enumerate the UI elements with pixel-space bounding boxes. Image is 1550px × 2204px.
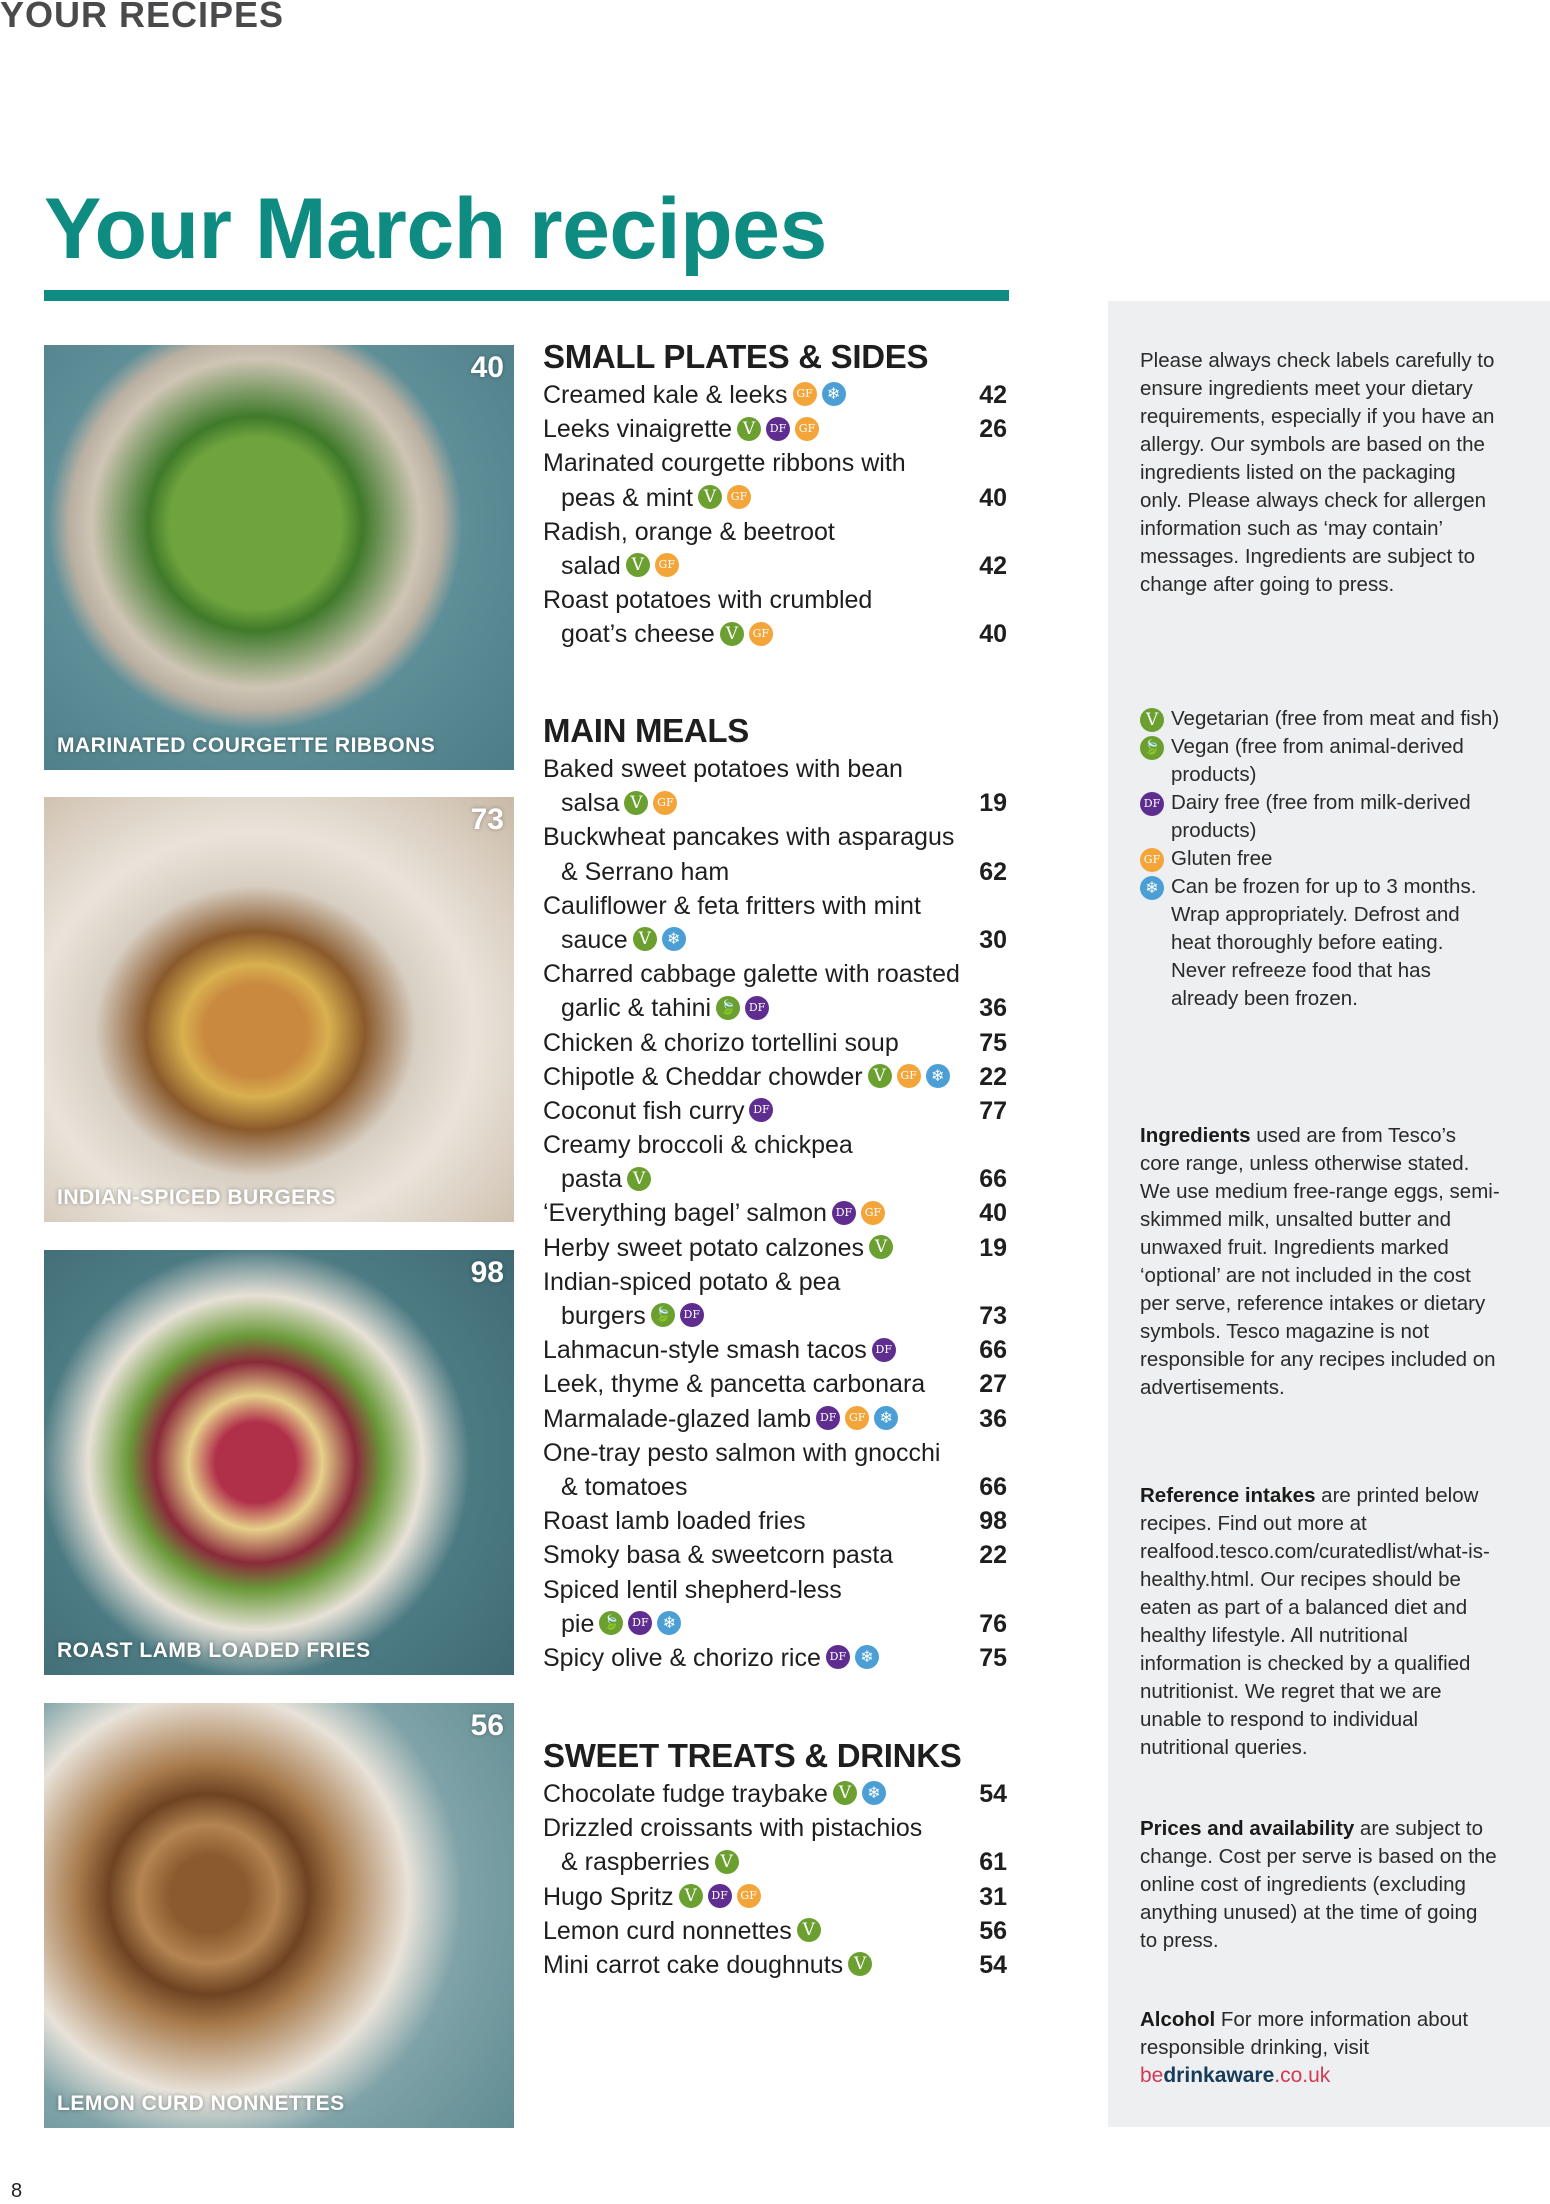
recipe-name: Coconut fish curry: [543, 1096, 745, 1125]
drinkaware-name: drinkaware: [1163, 2064, 1275, 2087]
recipe-name: Chicken & chorizo tortellini soup: [543, 1028, 899, 1057]
section-heading: SWEET TREATS & DRINKS: [543, 1737, 962, 1774]
photo-courgette-ribbons[interactable]: [44, 345, 514, 770]
recipe-line: [543, 412, 1013, 446]
recipe-item[interactable]: [543, 752, 1013, 820]
recipe-item[interactable]: [543, 378, 1013, 412]
recipe-page-number: 77: [979, 1096, 1007, 1125]
legend-text: Can be frozen for up to 3 months. Wrap appropriately. Defrost and heat thoroughly before eating. Never refreeze food that has already been frozen.: [1171, 875, 1477, 1010]
recipe-name-continued: & Serrano ham: [561, 857, 730, 886]
recipe-item[interactable]: [543, 1196, 1013, 1230]
photo-page-number: 73: [470, 803, 504, 836]
recipe-item[interactable]: [543, 1026, 1013, 1060]
dairy-free-icon: DF: [628, 1611, 652, 1635]
recipe-line: [543, 1265, 1013, 1299]
prices-note: [1140, 1815, 1500, 1955]
recipe-page-number: 75: [979, 1643, 1007, 1672]
gluten-free-icon: GF: [897, 1064, 921, 1088]
recipe-line-continued: [543, 481, 1013, 515]
title-rule: [44, 290, 1009, 301]
photo-roast-lamb-fries[interactable]: [44, 1250, 514, 1675]
freezable-icon: ❄: [874, 1406, 898, 1430]
recipe-line-continued: [543, 1162, 1013, 1196]
recipe-page-number: 61: [979, 1848, 1007, 1877]
recipe-item[interactable]: [543, 1948, 1013, 1982]
page-number: 8: [11, 2180, 23, 2202]
prices-heading: Prices and availability: [1140, 1817, 1355, 1840]
freezable-icon: ❄: [926, 1064, 950, 1088]
recipe-item[interactable]: [543, 446, 1013, 514]
recipe-line: [543, 378, 1013, 412]
dairy-free-icon: DF: [745, 996, 769, 1020]
alcohol-note: [1140, 2006, 1500, 2090]
recipe-line: [543, 889, 1013, 923]
reference-text: are printed below recipes. Find out more at realfood.tesco.com/curatedlist/what-is-healthy.html. Our recipes should be eaten as part of a balanced diet and healthy lifestyle. All nutritional information is checked by a qualified nutritionist. We regret that we are unable to respond to individual nutritional queries.: [1140, 1484, 1490, 1759]
recipe-name-continued: peas & mint: [561, 483, 694, 512]
photo-caption: MARINATED COURGETTE RIBBONS: [57, 734, 436, 757]
recipe-name: Leeks vinaigrette: [543, 415, 733, 444]
section-main-meals: [543, 710, 1013, 1675]
recipe-item[interactable]: [543, 412, 1013, 446]
alcohol-heading: Alcohol: [1140, 2008, 1216, 2031]
recipe-item[interactable]: [543, 1504, 1013, 1538]
recipe-line: [543, 1504, 1013, 1538]
recipe-page-number: 27: [979, 1370, 1007, 1399]
recipe-item[interactable]: [543, 1880, 1013, 1914]
recipe-name: Lemon curd nonnettes: [543, 1916, 792, 1945]
recipe-page-number: 31: [979, 1882, 1007, 1911]
vegetarian-icon: V: [869, 1235, 893, 1259]
recipe-line-continued: [543, 1470, 1013, 1504]
freezable-icon: ❄: [657, 1611, 681, 1635]
dairy-free-icon: DF: [708, 1884, 732, 1908]
recipe-name: Chipotle & Cheddar chowder: [543, 1062, 863, 1091]
recipe-name-continued: salad: [561, 551, 621, 580]
dairy-free-icon: DF: [1140, 792, 1164, 816]
recipe-line: [543, 1402, 1013, 1436]
gluten-free-icon: GF: [861, 1201, 885, 1225]
vegetarian-icon: V: [797, 1918, 821, 1942]
reference-intakes-note: [1140, 1482, 1500, 1762]
dairy-free-icon: DF: [680, 1303, 704, 1327]
recipe-page-number: 54: [979, 1780, 1007, 1808]
recipe-line: [543, 1880, 1013, 1914]
drinkaware-be: be: [1140, 2064, 1164, 2087]
legend-text: Gluten free: [1171, 847, 1273, 870]
recipe-line-continued: [543, 1845, 1013, 1879]
recipe-line: [543, 446, 1013, 480]
recipe-line: [543, 515, 1013, 549]
dairy-free-icon: DF: [816, 1406, 840, 1430]
gluten-free-icon: GF: [727, 485, 751, 509]
recipe-name: Smoky basa & sweetcorn pasta: [543, 1541, 894, 1570]
recipe-page-number: 36: [979, 1404, 1007, 1433]
recipe-page-number: 36: [979, 994, 1007, 1023]
recipe-name: Roast lamb loaded fries: [543, 1507, 806, 1536]
recipe-line: [543, 1128, 1013, 1162]
recipe-item[interactable]: [543, 1914, 1013, 1948]
recipe-item[interactable]: [543, 957, 1013, 1025]
vegetarian-icon: V: [715, 1850, 739, 1874]
recipe-page-number: 66: [979, 1472, 1007, 1501]
recipe-name-continued: goat’s cheese: [561, 620, 715, 649]
gluten-free-icon: GF: [845, 1406, 869, 1430]
recipe-line: [543, 1367, 1013, 1401]
legend-row: [1140, 789, 1500, 845]
legend-row: [1140, 873, 1500, 1013]
recipe-name: One-tray pesto salmon with gnocchi: [543, 1438, 941, 1467]
recipe-item[interactable]: [543, 583, 1013, 651]
recipe-line: [543, 1196, 1013, 1230]
recipe-item[interactable]: [543, 1436, 1013, 1504]
recipe-item[interactable]: [543, 1060, 1013, 1094]
recipe-line-continued: [543, 1299, 1013, 1333]
vegetarian-icon: V: [624, 791, 648, 815]
gluten-free-icon: GF: [749, 622, 773, 646]
vegetarian-icon: V: [833, 1781, 857, 1805]
recipe-name: Indian-spiced potato & pea: [543, 1267, 841, 1296]
recipe-line-continued: [543, 617, 1013, 651]
recipe-page-number: 30: [979, 925, 1007, 954]
gluten-free-icon: GF: [1140, 848, 1164, 872]
vegetarian-icon: V: [698, 485, 722, 509]
section-kicker: YOUR RECIPES: [0, 0, 285, 35]
recipe-page-number: 40: [979, 483, 1007, 512]
dairy-free-icon: DF: [766, 417, 790, 441]
vegetarian-icon: V: [627, 1167, 651, 1191]
symbol-legend: [1140, 705, 1500, 1013]
vegetarian-icon: V: [679, 1884, 703, 1908]
gluten-free-icon: GF: [655, 553, 679, 577]
recipe-name: Mini carrot cake doughnuts: [543, 1950, 844, 1979]
vegan-icon: 🍃: [599, 1611, 623, 1635]
recipe-page-number: 54: [979, 1950, 1007, 1979]
recipe-name: Hugo Spritz: [543, 1882, 674, 1911]
dairy-free-icon: DF: [832, 1201, 856, 1225]
vegetarian-icon: V: [1140, 708, 1164, 732]
recipe-line: [543, 1231, 1013, 1265]
recipe-line: [543, 1060, 1013, 1094]
vegan-icon: 🍃: [716, 996, 740, 1020]
recipe-page-number: 19: [979, 789, 1007, 818]
photo-caption: LEMON CURD NONNETTES: [57, 2092, 345, 2115]
recipe-page-number: 42: [979, 551, 1007, 580]
recipe-name: ‘Everything bagel’ salmon: [543, 1199, 827, 1228]
recipe-line: [543, 820, 1013, 854]
recipe-name: Marinated courgette ribbons with: [543, 449, 906, 478]
recipe-page-number: 56: [979, 1916, 1007, 1945]
alcohol-text: For more information about responsible drinking, visit: [1140, 2008, 1469, 2059]
recipe-name-continued: pasta: [561, 1165, 623, 1194]
recipe-line: [543, 1914, 1013, 1948]
vegan-icon: 🍃: [1140, 736, 1164, 760]
recipe-page-number: 98: [979, 1507, 1007, 1536]
photo-page-number: 98: [470, 1256, 504, 1289]
dairy-free-icon: DF: [826, 1645, 850, 1669]
recipe-name-continued: burgers: [561, 1302, 646, 1330]
gluten-free-icon: GF: [793, 382, 817, 406]
legend-row: [1140, 733, 1500, 789]
recipe-line-continued: [543, 923, 1013, 957]
recipe-line: [543, 1333, 1013, 1367]
recipe-item[interactable]: [543, 515, 1013, 583]
recipe-line-continued: [543, 786, 1013, 820]
reference-heading: Reference intakes: [1140, 1484, 1316, 1507]
recipe-page-number: 62: [979, 857, 1007, 886]
page-title: Your March recipes: [44, 181, 827, 277]
recipe-line: [543, 1777, 1013, 1811]
freezable-icon: ❄: [662, 927, 686, 951]
recipe-name: Spiced lentil shepherd-less: [543, 1575, 842, 1604]
section-heading: MAIN MEALS: [543, 712, 749, 749]
recipe-name: Roast potatoes with crumbled: [543, 586, 873, 615]
vegetarian-icon: V: [633, 927, 657, 951]
recipe-page-number: 26: [979, 415, 1007, 444]
recipe-item[interactable]: [543, 1641, 1013, 1675]
recipe-page-number: 40: [979, 1199, 1007, 1228]
recipe-name: Cauliflower & feta fritters with mint: [543, 891, 921, 920]
recipe-item[interactable]: [543, 1777, 1013, 1811]
recipe-page-number: 76: [979, 1609, 1007, 1638]
freezable-icon: ❄: [855, 1645, 879, 1669]
freezable-icon: ❄: [1140, 876, 1164, 900]
recipe-line: [543, 1641, 1013, 1675]
recipe-line: [543, 752, 1013, 786]
recipe-name: Lahmacun-style smash tacos: [543, 1336, 867, 1365]
recipe-page-number: 22: [979, 1541, 1007, 1570]
recipe-line: [543, 1026, 1013, 1060]
vegetarian-icon: V: [848, 1952, 872, 1976]
legend-text: Vegan (free from animal-derived products): [1171, 735, 1464, 786]
ingredients-text: used are from Tesco’s core range, unless otherwise stated. We use medium free-range eggs, semi-skimmed milk, unsalted butter and unwaxed fruit. Ingredients marked ‘optional’ are not included in the cost per serve, reference intakes or dietary symbols. Tesco magazine is not responsible for any recipes included on advertisements.: [1140, 1124, 1500, 1399]
vegetarian-icon: V: [720, 622, 744, 646]
recipe-page-number: 42: [979, 381, 1007, 409]
recipe-page-number: 40: [979, 620, 1007, 649]
photo-page-number: 56: [470, 1709, 504, 1742]
recipe-name: Creamed kale & leeks: [543, 381, 788, 409]
legend-text: Dairy free (free from milk-derived products): [1171, 791, 1471, 842]
recipe-name: Creamy broccoli & chickpea: [543, 1131, 853, 1160]
recipe-line: [543, 1573, 1013, 1607]
freezable-icon: ❄: [822, 382, 846, 406]
recipe-name: Herby sweet potato calzones: [543, 1233, 865, 1262]
photo-page-number: 40: [470, 351, 504, 384]
recipe-name-continued: salsa: [561, 789, 620, 818]
recipe-line: [543, 1094, 1013, 1128]
recipe-page-number: 66: [979, 1165, 1007, 1194]
recipe-item[interactable]: [543, 1367, 1013, 1401]
recipe-item[interactable]: [543, 1402, 1013, 1436]
recipe-page-number: 66: [979, 1336, 1007, 1365]
section-small-plates: [543, 336, 1013, 652]
photo-caption: INDIAN-SPICED BURGERS: [57, 1186, 336, 1209]
recipe-name-continued: & raspberries: [561, 1848, 710, 1877]
section-sweet-treats: [543, 1735, 1013, 1982]
recipe-page-number: 73: [979, 1302, 1007, 1330]
recipe-name: Buckwheat pancakes with asparagus: [543, 823, 955, 852]
recipe-line-continued: [543, 991, 1013, 1025]
recipe-name-continued: & tomatoes: [561, 1472, 688, 1501]
recipe-line: [543, 1436, 1013, 1470]
recipe-line-continued: [543, 855, 1013, 889]
recipe-page-number: 22: [979, 1062, 1007, 1091]
recipe-page-number: 75: [979, 1028, 1007, 1057]
recipe-item[interactable]: [543, 1094, 1013, 1128]
recipe-item[interactable]: [543, 1811, 1013, 1879]
ingredients-heading: Ingredients: [1140, 1124, 1251, 1147]
photo-indian-spiced-burgers[interactable]: [44, 797, 514, 1222]
recipe-line-continued: [543, 549, 1013, 583]
legend-text: Vegetarian (free from meat and fish): [1171, 707, 1500, 730]
recipe-item[interactable]: [543, 1231, 1013, 1265]
section-heading: SMALL PLATES & SIDES: [543, 338, 929, 375]
recipe-item[interactable]: [543, 889, 1013, 957]
recipe-item[interactable]: [543, 1573, 1013, 1641]
recipe-line: [543, 1538, 1013, 1572]
recipe-name: Marmalade-glazed lamb: [543, 1404, 812, 1433]
recipe-item[interactable]: [543, 1265, 1013, 1333]
recipe-line: [543, 1811, 1013, 1845]
ingredients-note: [1140, 1122, 1500, 1402]
recipe-name: Leek, thyme & pancetta carbonara: [543, 1370, 926, 1399]
recipe-name: Spicy olive & chorizo rice: [543, 1643, 821, 1672]
gluten-free-icon: GF: [737, 1884, 761, 1908]
recipe-name-continued: pie: [561, 1609, 595, 1638]
recipe-item[interactable]: [543, 1538, 1013, 1572]
recipe-line: [543, 583, 1013, 617]
freezable-icon: ❄: [862, 1781, 886, 1805]
prices-text: are subject to change. Cost per serve is based on the online cost of ingredients (excluding anything unused) at the time of going to press.: [1140, 1817, 1497, 1952]
recipe-line: [543, 1948, 1013, 1982]
recipe-name: Charred cabbage galette with roasted: [543, 960, 960, 989]
recipe-item[interactable]: [543, 1128, 1013, 1196]
recipe-name: Radish, orange & beetroot: [543, 517, 835, 546]
vegetarian-icon: V: [737, 417, 761, 441]
gluten-free-icon: GF: [653, 791, 677, 815]
drinkaware-tld: .co.uk: [1274, 2064, 1331, 2087]
dairy-free-icon: DF: [872, 1338, 896, 1362]
vegetarian-icon: V: [626, 553, 650, 577]
drinkaware-link[interactable]: [1140, 2064, 1330, 2087]
recipe-name-continued: sauce: [561, 925, 628, 954]
legend-row: [1140, 845, 1500, 873]
recipe-page-number: 19: [979, 1233, 1007, 1262]
recipe-name: Chocolate fudge traybake: [543, 1780, 828, 1808]
recipe-line: [543, 957, 1013, 991]
vegetarian-icon: V: [868, 1064, 892, 1088]
recipe-name-continued: garlic & tahini: [561, 994, 712, 1023]
photo-caption: ROAST LAMB LOADED FRIES: [57, 1639, 371, 1662]
dairy-free-icon: DF: [749, 1098, 773, 1122]
vegan-icon: 🍃: [651, 1303, 675, 1327]
recipe-item[interactable]: [543, 820, 1013, 888]
recipe-line-continued: [543, 1607, 1013, 1641]
recipe-name: Drizzled croissants with pistachios: [543, 1814, 923, 1843]
recipe-item[interactable]: [543, 1333, 1013, 1367]
allergy-note: Please always check labels carefully to ensure ingredients meet your dietary requirements, especially if you have an allergy. Our symbols are based on the ingredients listed on the packaging only. Please always check for allergen information such as ‘may contain’ messages. Ingredients are subject to change after going to press.: [1140, 349, 1495, 596]
recipe-name: Baked sweet potatoes with bean: [543, 755, 903, 783]
gluten-free-icon: GF: [795, 417, 819, 441]
photo-lemon-curd-nonnettes[interactable]: [44, 1703, 514, 2128]
legend-row: [1140, 705, 1500, 733]
